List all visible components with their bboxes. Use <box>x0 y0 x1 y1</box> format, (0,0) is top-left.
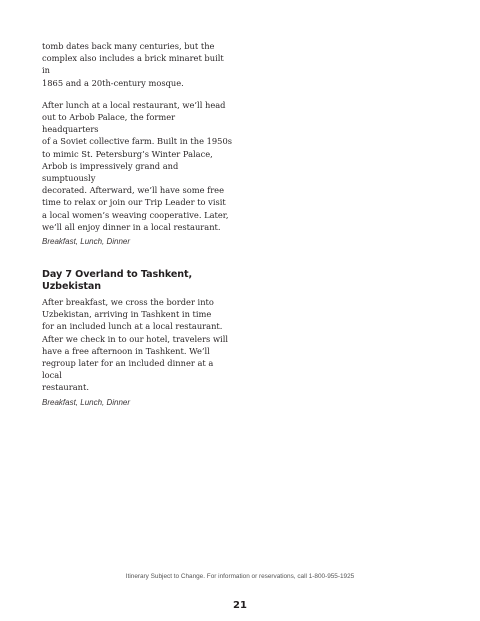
day6-paragraph: After lunch at a local restaurant, we’ll head out to Arbob Palace, the former headquarters of a Soviet collective farm. Built in the 1950s to mimic St. Petersburg’s Winter Palace, Arbob is impressively grand and sumptuously decorated. Afterward, we’ll have some free time to relax or join our Trip Leader to visit a local women’s weaving cooperative. Later, we’ll all enjoy dinner in a local restaurant. <box>42 99 232 232</box>
day7-meals: Breakfast, Lunch, Dinner <box>42 397 131 407</box>
main-text-column <box>42 40 232 408</box>
intro-paragraph: tomb dates back many centuries, but the complex also includes a brick minaret built in 1865 and a 20th-century mosque. <box>42 41 224 88</box>
page-number: 21 <box>233 600 247 611</box>
day7-paragraph: After breakfast, we cross the border into Uzbekistan, arriving in Tashkent in time for an included lunch at a local restaurant. After we check in to our hotel, travelers will have a free afternoon in Tashkent. We’ll regroup later for an included dinner at a local restaurant. <box>42 297 229 393</box>
day7-section <box>42 269 232 408</box>
footer-disclaimer: Itinerary Subject to Change. For information or reservations, call 1-800-955-1925 <box>125 573 355 580</box>
day7-heading: Day 7 Overland to Tashkent, Uzbekistan <box>42 269 193 293</box>
day6-meals: Breakfast, Lunch, Dinner <box>42 237 131 247</box>
